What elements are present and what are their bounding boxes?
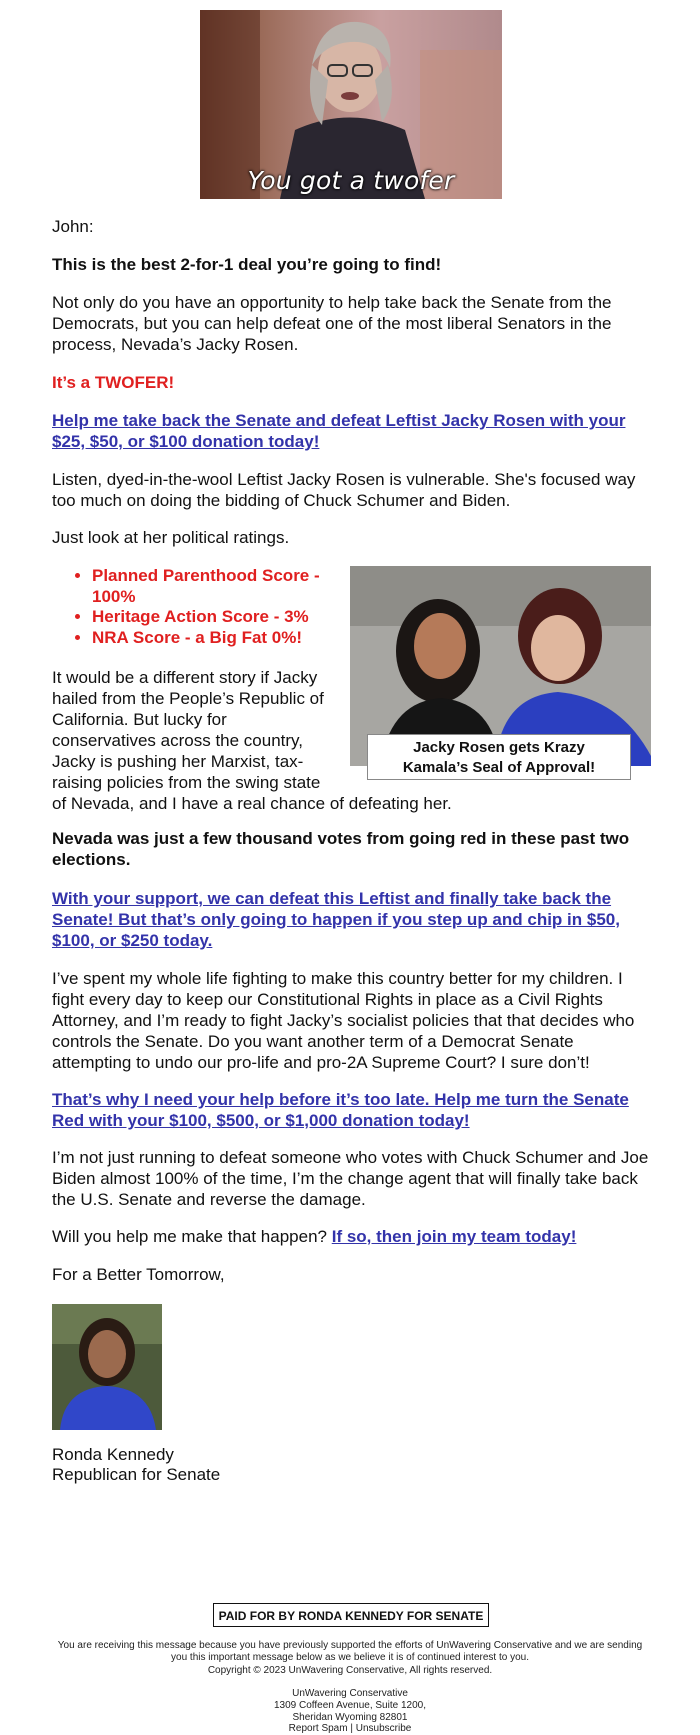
- headline: This is the best 2-for-1 deal you’re going to find!: [52, 255, 442, 274]
- hero-caption: You got a twofer: [247, 166, 455, 195]
- signoff: For a Better Tomorrow,: [52, 1265, 225, 1284]
- story-line: hailed from the People’s Republic of: [52, 689, 324, 708]
- footer-notice: You are receiving this message because you have previously supported the efforts of UnWavering Conservative and we are sending you this important message below as we believe it is of continued interest to you.: [57, 1640, 643, 1663]
- signer-avatar: [52, 1304, 162, 1430]
- unsubscribe-link[interactable]: Unsubscribe: [355, 1723, 412, 1734]
- join-text: Will you help me make that happen?: [52, 1227, 327, 1246]
- paid-for-disclaimer: PAID FOR BY RONDA KENNEDY FOR SENATE: [213, 1603, 489, 1627]
- photo-caption: [367, 734, 631, 780]
- footer-copyright: Copyright © 2023 UnWavering Conservative, All rights reserved.: [207, 1665, 493, 1676]
- ratings-intro: Just look at her political ratings.: [52, 528, 290, 547]
- join-team-link[interactable]: If so, then join my team today!: [331, 1227, 577, 1246]
- biography-paragraph: I’ve spent my whole life fighting to make this country better for my children. I fight every day to keep our Constitutional Rights in place as a Civil Rights Attorney, and I’m ready to fight Jacky’s socialist policies that that decides who controls the Senate. Do you want another term of a Democrat Senate attempting to undo our pro-life and pro-2A Supreme Court? I sure don’t!: [52, 969, 635, 1072]
- hero-gif-image: [200, 10, 502, 199]
- twofer-callout: It’s a TWOFER!: [52, 373, 175, 392]
- signer-name: Ronda Kennedy: [52, 1445, 174, 1464]
- donate-link-1[interactable]: Help me take back the Senate and defeat Leftist Jacky Rosen with your $25, $50, or $100 donation today!: [52, 411, 626, 451]
- list-item: • NRA Score - a Big Fat 0%!: [92, 628, 332, 649]
- donate-link-3[interactable]: That’s why I need your help before it’s too late. Help me turn the Senate Red with your $100, $500, or $1,000 donation today!: [52, 1090, 629, 1130]
- story-line: It would be a different story if Jacky: [52, 668, 318, 687]
- footer-separator: |: [350, 1723, 353, 1734]
- nevada-paragraph: Nevada was just a few thousand votes from going red in these past two elections.: [52, 829, 630, 869]
- donate-link-2[interactable]: With your support, we can defeat this Leftist and finally take back the Senate! But that’s only going to happen if you step up and chip in $50, $100, or $250 today.: [52, 889, 620, 950]
- footer-address-2: Sheridan Wyoming 82801: [292, 1712, 408, 1723]
- join-paragraph: [52, 1226, 650, 1247]
- photo-caption-line: Jacky Rosen gets Krazy: [413, 739, 585, 756]
- photo-caption-line: Kamala’s Seal of Approval!: [402, 759, 596, 776]
- story-line: California. But lucky for: [52, 710, 227, 729]
- story-line: raising policies from the swing state: [52, 773, 321, 792]
- list-item: • Heritage Action Score - 3%: [92, 607, 332, 628]
- greeting: John:: [52, 217, 94, 236]
- footer-org: UnWavering Conservative: [292, 1688, 408, 1699]
- report-spam-link[interactable]: Report Spam: [288, 1723, 348, 1734]
- rosen-paragraph: Listen, dyed-in-the-wool Leftist Jacky Rosen is vulnerable. She's focused way too much on doing the bidding of Chuck Schumer and Biden.: [52, 470, 636, 510]
- footer-address-1: 1309 Coffeen Avenue, Suite 1200,: [274, 1700, 426, 1711]
- list-item: • Planned Parenthood Score - 100%: [92, 566, 332, 607]
- footer-links: [50, 1723, 650, 1735]
- candidates-photo: [350, 566, 651, 776]
- story-line: Jacky is pushing her Marxist, tax-: [52, 752, 304, 771]
- change-agent-paragraph: I’m not just running to defeat someone who votes with Chuck Schumer and Joe Biden almost 100% of the time, I’m the change agent that will finally take back the U.S. Senate and reverse the damage.: [52, 1148, 649, 1209]
- story-line: of Nevada, and I have a real chance of defeating her.: [52, 794, 452, 813]
- story-line: conservatives across the country,: [52, 731, 304, 750]
- signer-title: Republican for Senate: [52, 1465, 221, 1484]
- scores-list: [52, 566, 332, 648]
- intro-paragraph: Not only do you have an opportunity to help take back the Senate from the Democrats, but you can help defeat one of the most liberal Senators in the process, Nevada’s Jacky Rosen.: [52, 293, 612, 354]
